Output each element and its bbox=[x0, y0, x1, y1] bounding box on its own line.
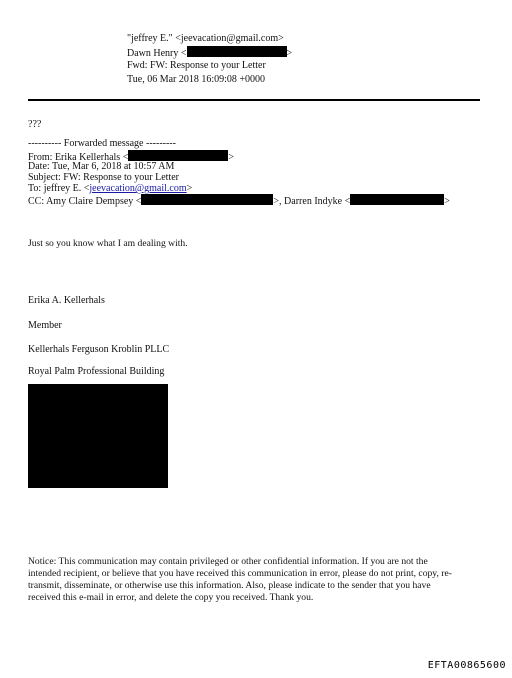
redaction-box bbox=[187, 46, 287, 57]
fwd-cc-line bbox=[28, 194, 450, 207]
fwd-cc-close: > bbox=[444, 196, 450, 207]
redacted-image-block bbox=[28, 384, 168, 488]
fwd-from-close: > bbox=[228, 152, 234, 163]
subject-value: Fwd: FW: Response to your Letter bbox=[127, 60, 266, 71]
fwd-subject-line: Subject: FW: Response to your Letter bbox=[28, 172, 179, 183]
signature-name: Erika A. Kellerhals bbox=[28, 295, 105, 306]
message-text: Just so you know what I am dealing with. bbox=[28, 238, 188, 249]
header-divider bbox=[28, 99, 480, 101]
fwd-cc-text: CC: Amy Claire Dempsey < bbox=[28, 196, 142, 207]
notice-line: received this e-mail in error, and delete the copy you received. Thank you. bbox=[28, 592, 314, 603]
to-close: > bbox=[286, 48, 293, 59]
signature-building: Royal Palm Professional Building bbox=[28, 366, 165, 377]
signature-firm: Kellerhals Ferguson Kroblin PLLC bbox=[28, 344, 170, 355]
from-value: "jeffrey E." <jeevacation@gmail.com> bbox=[127, 33, 284, 44]
notice-line: Notice: This communication may contain privileged or other confidential information. If you are not the bbox=[28, 556, 428, 567]
notice-line: intended recipient, or believe that you have received this communication in error, please do not print, copy, re- bbox=[28, 568, 452, 579]
date-value: Tue, 06 Mar 2018 16:09:08 +0000 bbox=[127, 74, 266, 85]
redaction-box bbox=[128, 150, 228, 161]
fwd-to-close: > bbox=[186, 183, 193, 194]
fwd-date-line: Date: Tue, Mar 6, 2018 at 10:57 AM bbox=[28, 161, 175, 172]
confidentiality-notice bbox=[28, 556, 490, 604]
bates-number: EFTA00865600 bbox=[427, 660, 506, 671]
notice-line: transmit, disseminate, or otherwise use this information. Also, please indicate to the sender that you have bbox=[28, 580, 431, 591]
fwd-to-line bbox=[28, 183, 192, 194]
fwd-from-text: From: Erika Kellerhals < bbox=[28, 152, 129, 163]
fwd-to-email-link[interactable]: jeevacation@gmail.com bbox=[89, 183, 187, 194]
redaction-box bbox=[141, 194, 273, 205]
redaction-box bbox=[350, 194, 444, 205]
opening-line: ??? bbox=[28, 119, 42, 130]
to-name: Dawn Henry < bbox=[127, 48, 187, 59]
fwd-cc-mid: >, Darren Indyke < bbox=[273, 196, 351, 207]
fwd-to-text: To: jeffrey E. < bbox=[28, 183, 90, 194]
to-value bbox=[127, 46, 292, 60]
forward-marker: ---------- Forwarded message --------- bbox=[28, 138, 176, 149]
signature-title: Member bbox=[28, 320, 62, 331]
